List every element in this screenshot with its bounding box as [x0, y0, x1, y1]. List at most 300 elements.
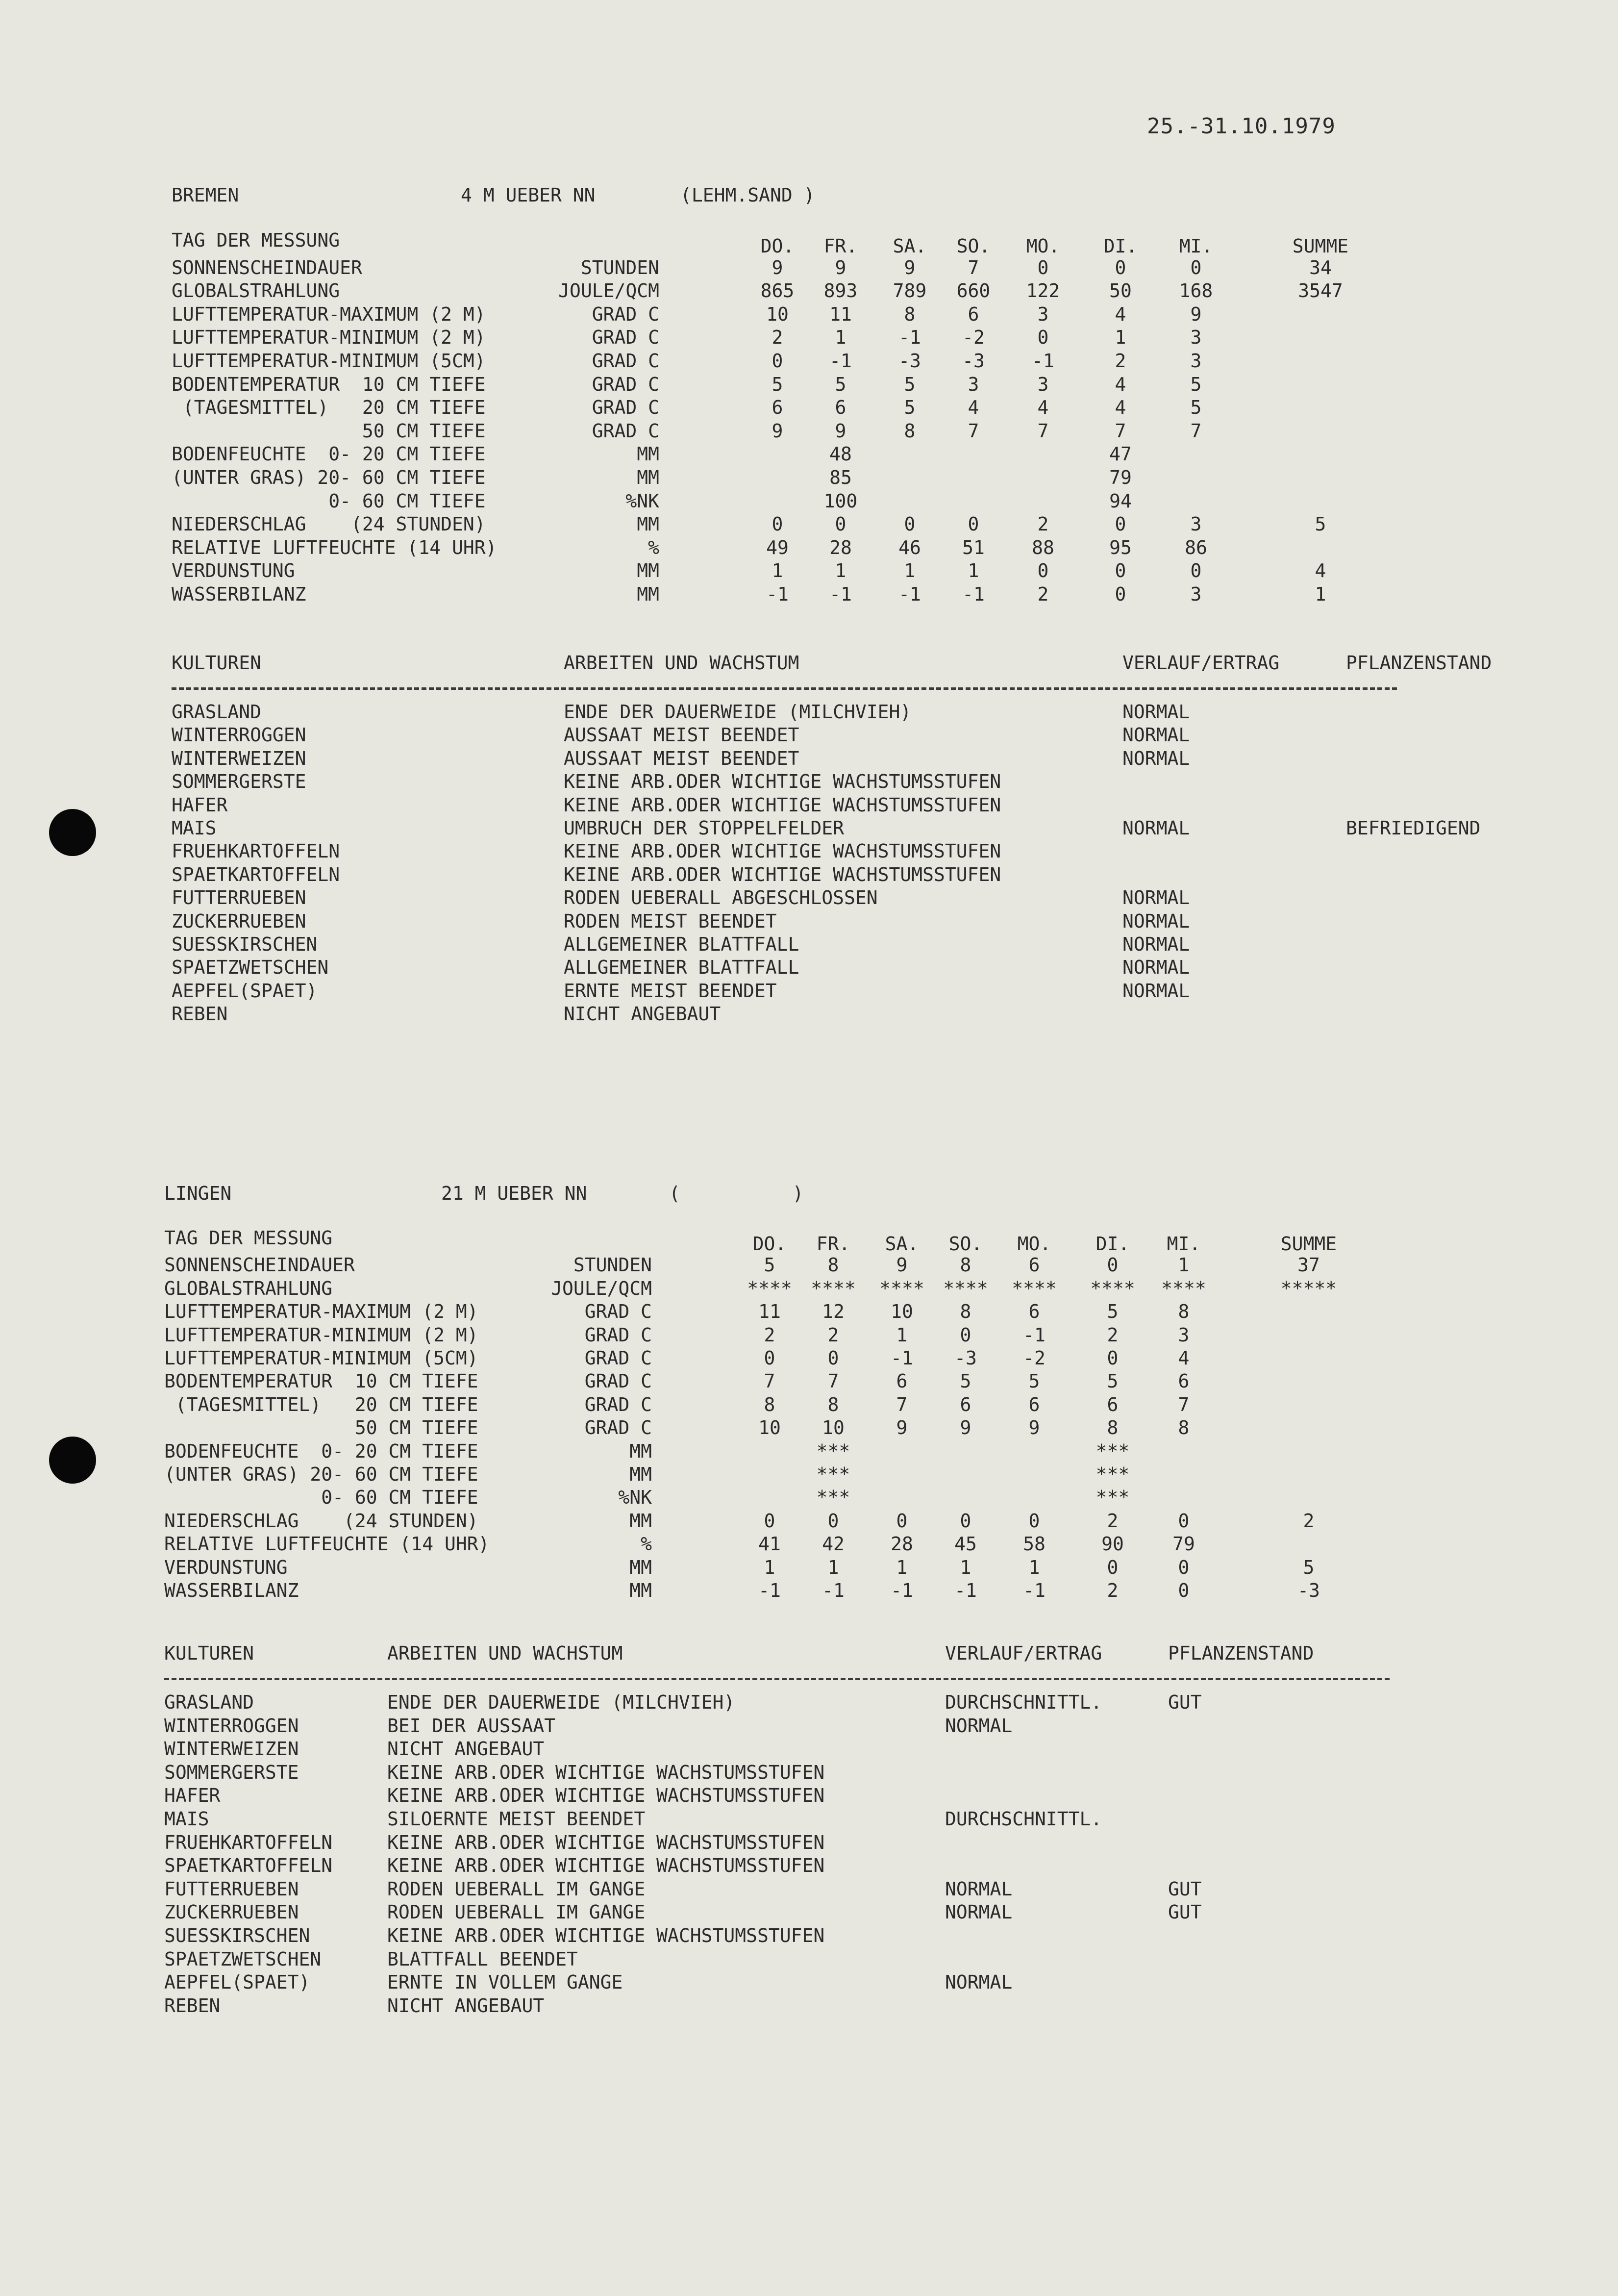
row-value: 9 — [1190, 303, 1202, 325]
header-day: SA. — [893, 235, 927, 257]
crop-name: MAIS — [164, 1808, 209, 1830]
row-value: 0 — [827, 1510, 839, 1532]
station-soil: ( ) — [669, 1183, 804, 1204]
row-value: 0 — [764, 1510, 775, 1532]
row-value: 6 — [1178, 1370, 1190, 1392]
crop-work: KEINE ARB.ODER WICHTIGE WACHSTUMSSTUFEN — [387, 1925, 825, 1946]
row-value: 5 — [1028, 1370, 1040, 1392]
row-label: RELATIVE LUFTFEUCHTE (14 UHR) — [172, 536, 497, 558]
crop-course: NORMAL — [1122, 934, 1190, 955]
row-value: 7 — [1190, 420, 1202, 442]
row-value: 4 — [1178, 1347, 1190, 1369]
row-sum: 1 — [1315, 583, 1326, 605]
row-label: LUFTTEMPERATUR-MINIMUM (2 M) — [172, 327, 486, 349]
row-value: 0 — [1115, 583, 1126, 605]
row-value: *** — [1095, 1440, 1130, 1462]
row-value: 0 — [1178, 1510, 1190, 1532]
row-value: **** — [943, 1277, 988, 1299]
row-value: -1 — [829, 350, 852, 372]
row-value: 28 — [891, 1533, 913, 1555]
row-value: 9 — [835, 420, 846, 442]
row-label: NIEDERSCHLAG (24 STUNDEN) — [172, 513, 486, 535]
row-sum: 4 — [1315, 560, 1326, 582]
row-unit: %NK — [625, 490, 659, 512]
crop-work: BLATTFALL BEENDET — [387, 1948, 578, 1970]
row-value: 4 — [1115, 397, 1126, 419]
row-value: 0 — [896, 1510, 908, 1532]
row-value: 8 — [827, 1393, 839, 1415]
row-value: 6 — [960, 1393, 971, 1415]
crop-work: NICHT ANGEBAUT — [387, 1738, 545, 1760]
crop-work: ENDE DER DAUERWEIDE (MILCHVIEH) — [564, 701, 912, 723]
row-value: 5 — [764, 1254, 775, 1276]
row-value: 46 — [898, 536, 921, 558]
row-unit: GRAD C — [584, 1370, 652, 1392]
row-value: 8 — [904, 420, 916, 442]
crops-header-kulturen: KULTUREN — [164, 1642, 254, 1664]
row-unit: MM — [637, 560, 659, 582]
row-value: 6 — [1028, 1301, 1040, 1323]
row-value: **** — [879, 1277, 924, 1299]
row-value: 88 — [1032, 536, 1054, 558]
row-value: *** — [1095, 1463, 1130, 1485]
row-value: -1 — [766, 583, 789, 605]
crops-header-arbeiten: ARBEITEN UND WACHSTUM — [387, 1642, 623, 1664]
crop-work: ALLGEMEINER BLATTFALL — [564, 957, 799, 979]
row-value: **** — [747, 1277, 792, 1299]
row-value: 1 — [968, 560, 979, 582]
row-value: 3 — [1037, 373, 1049, 395]
crop-work: KEINE ARB.ODER WICHTIGE WACHSTUMSSTUFEN — [564, 863, 1001, 885]
row-value: 3 — [1190, 583, 1202, 605]
header-label: TAG DER MESSUNG — [172, 229, 340, 251]
row-value: 5 — [1107, 1370, 1119, 1392]
row-value: 8 — [1107, 1417, 1119, 1439]
crop-name: MAIS — [172, 817, 217, 839]
row-value: 1 — [896, 1324, 908, 1346]
header-sum: SUMME — [1292, 235, 1349, 257]
row-unit: GRAD C — [592, 327, 659, 349]
row-value: -1 — [962, 583, 985, 605]
row-value: 6 — [1028, 1254, 1040, 1276]
row-value: *** — [816, 1440, 850, 1462]
row-value: 8 — [904, 303, 916, 325]
crop-work: NICHT ANGEBAUT — [387, 1994, 545, 2017]
row-label: (UNTER GRAS) 20- 60 CM TIEFE — [172, 467, 486, 488]
crops-header-kulturen: KULTUREN — [172, 652, 262, 674]
row-label: VERDUNSTUNG — [172, 560, 295, 582]
crop-work: ALLGEMEINER BLATTFALL — [564, 934, 799, 955]
row-value: 865 — [760, 280, 795, 302]
crop-name: FRUEHKARTOFFELN — [172, 840, 340, 862]
crop-name: HAFER — [164, 1785, 221, 1807]
row-value: **** — [1012, 1277, 1057, 1299]
row-value: -1 — [891, 1580, 913, 1601]
row-unit: GRAD C — [592, 303, 659, 325]
row-value: 2 — [1107, 1580, 1119, 1601]
row-label: GLOBALSTRAHLUNG — [164, 1277, 333, 1299]
row-value: 7 — [968, 256, 979, 278]
station-height: 4 M UEBER NN — [461, 184, 596, 206]
row-value: 90 — [1101, 1533, 1124, 1555]
row-value: -2 — [962, 327, 985, 349]
header-day: DI. — [1103, 235, 1138, 257]
crop-work: ERNTE MEIST BEENDET — [564, 980, 777, 1002]
crop-name: SPAETKARTOFFELN — [172, 863, 340, 885]
row-sum: -3 — [1297, 1580, 1320, 1601]
row-value: 0 — [1115, 256, 1126, 278]
crop-work: KEINE ARB.ODER WICHTIGE WACHSTUMSSTUFEN — [387, 1855, 825, 1877]
row-value: 1 — [904, 560, 916, 582]
row-value: 8 — [827, 1254, 839, 1276]
row-sum: 37 — [1297, 1254, 1320, 1276]
row-value: 94 — [1109, 490, 1132, 512]
row-value: 7 — [1178, 1393, 1190, 1415]
row-unit: GRAD C — [584, 1417, 652, 1439]
row-value: 0 — [1190, 560, 1202, 582]
row-value: 6 — [1107, 1393, 1119, 1415]
row-label: LUFTTEMPERATUR-MINIMUM (5CM) — [172, 350, 486, 372]
row-label: SONNENSCHEINDAUER — [164, 1254, 355, 1276]
crop-name: SOMMERGERSTE — [164, 1761, 299, 1783]
row-value: 5 — [772, 373, 783, 395]
row-value: 28 — [829, 536, 852, 558]
row-label: BODENFEUCHTE 0- 20 CM TIEFE — [164, 1440, 478, 1462]
row-label: VERDUNSTUNG — [164, 1556, 288, 1578]
row-value: 4 — [1037, 397, 1049, 419]
header-day: SA. — [885, 1233, 919, 1255]
row-value: 9 — [772, 420, 783, 442]
row-unit: GRAD C — [584, 1347, 652, 1369]
header-day: MI. — [1167, 1233, 1201, 1255]
crop-name: SPAETZWETSCHEN — [164, 1948, 322, 1970]
row-value: 0 — [1107, 1254, 1119, 1276]
row-unit: GRAD C — [584, 1324, 652, 1346]
row-value: 9 — [1028, 1417, 1040, 1439]
row-value: 0 — [764, 1347, 775, 1369]
row-value: -1 — [1023, 1580, 1045, 1601]
crop-name: REBEN — [172, 1003, 228, 1025]
row-value: 4 — [1115, 373, 1126, 395]
header-day: MO. — [1026, 235, 1060, 257]
crop-name: AEPFEL(SPAET) — [172, 980, 318, 1002]
row-value: 3 — [1037, 303, 1049, 325]
crops-header-arbeiten: ARBEITEN UND WACHSTUM — [564, 652, 799, 674]
row-value: 9 — [960, 1417, 971, 1439]
row-value: 2 — [1037, 513, 1049, 535]
row-label: LUFTTEMPERATUR-MINIMUM (2 M) — [164, 1324, 478, 1346]
crop-work: KEINE ARB.ODER WICHTIGE WACHSTUMSSTUFEN — [387, 1761, 825, 1783]
row-value: 10 — [758, 1417, 781, 1439]
row-unit: MM — [629, 1556, 652, 1578]
row-label: 50 CM TIEFE — [164, 1417, 478, 1439]
row-value: 85 — [829, 467, 852, 488]
row-value: 58 — [1023, 1533, 1045, 1555]
row-unit: MM — [637, 467, 659, 488]
crop-work: RODEN UEBERALL ABGESCHLOSSEN — [564, 887, 878, 909]
row-value: 8 — [960, 1301, 971, 1323]
row-value: 8 — [960, 1254, 971, 1276]
row-unit: MM — [637, 583, 659, 605]
row-value: -2 — [1023, 1347, 1045, 1369]
crop-course: NORMAL — [1122, 817, 1190, 839]
row-value: 0 — [1037, 256, 1049, 278]
crop-name: SPAETKARTOFFELN — [164, 1855, 333, 1877]
row-sum: 34 — [1309, 256, 1332, 278]
crop-name: SUESSKIRSCHEN — [164, 1925, 310, 1946]
header-day: MI. — [1179, 235, 1213, 257]
crop-name: ZUCKERRUEBEN — [164, 1901, 299, 1923]
row-value: 0 — [968, 513, 979, 535]
row-unit: GRAD C — [592, 350, 659, 372]
row-value: 0 — [772, 513, 783, 535]
row-value: 41 — [758, 1533, 781, 1555]
header-day: DO. — [760, 235, 795, 257]
row-value: 0 — [960, 1510, 971, 1532]
row-value: 5 — [1190, 373, 1202, 395]
row-value: 2 — [1115, 350, 1126, 372]
row-sum: ***** — [1280, 1277, 1337, 1299]
row-label: LUFTTEMPERATUR-MAXIMUM (2 M) — [164, 1301, 478, 1323]
header-day: FR. — [823, 235, 858, 257]
crop-work: KEINE ARB.ODER WICHTIGE WACHSTUMSSTUFEN — [564, 771, 1001, 793]
row-value: 45 — [954, 1533, 977, 1555]
crop-name: WINTERWEIZEN — [164, 1738, 299, 1760]
crop-course: NORMAL — [1122, 701, 1190, 723]
row-value: 5 — [960, 1370, 971, 1392]
row-label: BODENTEMPERATUR 10 CM TIEFE — [164, 1370, 478, 1392]
station-name: BREMEN — [172, 184, 239, 206]
row-value: 2 — [764, 1324, 775, 1346]
crop-name: FRUEHKARTOFFELN — [164, 1831, 333, 1853]
crop-work: AUSSAAT MEIST BEENDET — [564, 747, 799, 769]
row-value: 11 — [758, 1301, 781, 1323]
crop-work: NICHT ANGEBAUT — [564, 1003, 721, 1025]
row-value: 3 — [1190, 327, 1202, 349]
row-value: 3 — [1190, 350, 1202, 372]
row-value: 168 — [1179, 280, 1213, 302]
crop-course: NORMAL — [945, 1715, 1013, 1737]
crops-header-pflanzenstand: PFLANZENSTAND — [1346, 652, 1492, 674]
row-value: 7 — [1037, 420, 1049, 442]
crop-work: KEINE ARB.ODER WICHTIGE WACHSTUMSSTUFEN — [564, 794, 1001, 816]
row-value: 1 — [1115, 327, 1126, 349]
row-value: 12 — [822, 1301, 845, 1323]
row-label: GLOBALSTRAHLUNG — [172, 280, 340, 302]
crop-course: NORMAL — [1122, 887, 1190, 909]
row-value: 4 — [968, 397, 979, 419]
row-label: (TAGESMITTEL) 20 CM TIEFE — [164, 1393, 478, 1415]
row-value: 1 — [827, 1556, 839, 1578]
row-value: 3 — [1178, 1324, 1190, 1346]
row-value: -3 — [898, 350, 921, 372]
row-unit: STUNDEN — [573, 1254, 652, 1276]
row-value: 6 — [968, 303, 979, 325]
crop-name: WINTERROGGEN — [164, 1715, 299, 1737]
crop-work: KEINE ARB.ODER WICHTIGE WACHSTUMSSTUFEN — [387, 1785, 825, 1807]
row-value: 6 — [772, 397, 783, 419]
crop-work: BEI DER AUSSAAT — [387, 1715, 556, 1737]
row-value: 660 — [956, 280, 991, 302]
crop-name: WINTERWEIZEN — [172, 747, 306, 769]
crop-name: GRASLAND — [164, 1691, 254, 1713]
row-sum: 5 — [1303, 1556, 1315, 1578]
punch-hole-top — [49, 809, 96, 856]
crop-work: ERNTE IN VOLLEM GANGE — [387, 1971, 623, 1993]
crop-course: NORMAL — [945, 1901, 1013, 1923]
row-label: WASSERBILANZ — [172, 583, 306, 605]
row-value: 0 — [1037, 327, 1049, 349]
row-value: 1 — [896, 1556, 908, 1578]
row-unit: MM — [629, 1580, 652, 1601]
row-unit: MM — [629, 1463, 652, 1485]
crop-name: ZUCKERRUEBEN — [172, 910, 306, 932]
crops-header-pflanzenstand: PFLANZENSTAND — [1168, 1642, 1314, 1664]
row-unit: % — [648, 536, 659, 558]
row-unit: GRAD C — [584, 1393, 652, 1415]
station-soil: (LEHM.SAND ) — [680, 184, 815, 206]
row-value: **** — [811, 1277, 856, 1299]
crop-state: GUT — [1168, 1878, 1202, 1900]
header-day: MO. — [1017, 1233, 1051, 1255]
crop-work: RODEN UEBERALL IM GANGE — [387, 1901, 646, 1923]
header-label: TAG DER MESSUNG — [164, 1227, 333, 1249]
row-label: 0- 60 CM TIEFE — [164, 1487, 478, 1509]
row-value: 42 — [822, 1533, 845, 1555]
row-value: 1 — [960, 1556, 971, 1578]
row-value: 0 — [1107, 1347, 1119, 1369]
crop-work: KEINE ARB.ODER WICHTIGE WACHSTUMSSTUFEN — [564, 840, 1001, 862]
header-day: SO. — [956, 235, 991, 257]
row-value: 86 — [1185, 536, 1207, 558]
crop-course: NORMAL — [1122, 910, 1190, 932]
row-value: *** — [816, 1463, 850, 1485]
row-value: 122 — [1026, 280, 1060, 302]
crop-name: REBEN — [164, 1994, 221, 2017]
header-day: DI. — [1095, 1233, 1130, 1255]
row-sum: 5 — [1315, 513, 1326, 535]
row-value: 10 — [891, 1301, 913, 1323]
header-sum: SUMME — [1280, 1233, 1337, 1255]
crop-state: GUT — [1168, 1901, 1202, 1923]
header-day: FR. — [816, 1233, 850, 1255]
crop-name: SOMMERGERSTE — [172, 771, 306, 793]
row-value: 0 — [827, 1347, 839, 1369]
row-value: 7 — [764, 1370, 775, 1392]
row-value: -3 — [954, 1347, 977, 1369]
dashed-separator — [164, 1678, 1390, 1680]
crops-header-verlauf: VERLAUF/ERTRAG — [945, 1642, 1102, 1664]
row-value: 8 — [1178, 1301, 1190, 1323]
row-unit: GRAD C — [592, 420, 659, 442]
row-label: (TAGESMITTEL) 20 CM TIEFE — [172, 397, 486, 419]
row-value: 5 — [1190, 397, 1202, 419]
row-label: SONNENSCHEINDAUER — [172, 256, 362, 278]
row-value: 5 — [904, 397, 916, 419]
row-value: 2 — [772, 327, 783, 349]
crop-name: WINTERROGGEN — [172, 724, 306, 746]
row-unit: MM — [637, 513, 659, 535]
row-unit: STUNDEN — [580, 256, 659, 278]
row-value: 6 — [835, 397, 846, 419]
row-value: -1 — [758, 1580, 781, 1601]
row-label: BODENFEUCHTE 0- 20 CM TIEFE — [172, 443, 486, 465]
header-day: SO. — [948, 1233, 983, 1255]
row-value: -1 — [1023, 1324, 1045, 1346]
crop-name: FUTTERRUEBEN — [164, 1878, 299, 1900]
row-value: 0 — [1178, 1580, 1190, 1601]
row-value: 0 — [1190, 256, 1202, 278]
crop-course: NORMAL — [1122, 980, 1190, 1002]
row-value: 5 — [835, 373, 846, 395]
crop-course: NORMAL — [1122, 747, 1190, 769]
crop-work: RODEN MEIST BEENDET — [564, 910, 777, 932]
row-value: 1 — [835, 327, 846, 349]
crop-name: SUESSKIRSCHEN — [172, 934, 318, 955]
row-value: 51 — [962, 536, 985, 558]
row-label: (UNTER GRAS) 20- 60 CM TIEFE — [164, 1463, 478, 1485]
row-value: 9 — [904, 256, 916, 278]
row-value: 2 — [1107, 1324, 1119, 1346]
header-day: DO. — [752, 1233, 787, 1255]
row-label: WASSERBILANZ — [164, 1580, 299, 1601]
row-value: 0 — [1037, 560, 1049, 582]
row-value: 3 — [968, 373, 979, 395]
row-value: 10 — [822, 1417, 845, 1439]
row-unit: JOULE/QCM — [558, 280, 659, 302]
row-value: -1 — [891, 1347, 913, 1369]
row-value: 5 — [904, 373, 916, 395]
row-unit: GRAD C — [592, 373, 659, 395]
row-value: 7 — [968, 420, 979, 442]
crop-state: BEFRIEDIGEND — [1346, 817, 1481, 839]
crop-course: DURCHSCHNITTL. — [945, 1808, 1102, 1830]
row-value: 100 — [823, 490, 858, 512]
row-label: LUFTTEMPERATUR-MINIMUM (5CM) — [164, 1347, 478, 1369]
row-value: 11 — [829, 303, 852, 325]
row-unit: MM — [629, 1440, 652, 1462]
row-label: NIEDERSCHLAG (24 STUNDEN) — [164, 1510, 478, 1532]
row-sum: 2 — [1303, 1510, 1315, 1532]
crop-work: AUSSAAT MEIST BEENDET — [564, 724, 799, 746]
crop-work: ENDE DER DAUERWEIDE (MILCHVIEH) — [387, 1691, 735, 1713]
row-value: 9 — [772, 256, 783, 278]
row-unit: %NK — [618, 1487, 652, 1509]
row-value: **** — [1090, 1277, 1135, 1299]
row-label: 0- 60 CM TIEFE — [172, 490, 486, 512]
row-value: -3 — [962, 350, 985, 372]
crop-name: HAFER — [172, 794, 228, 816]
row-unit: JOULE/QCM — [551, 1277, 652, 1299]
row-value: 893 — [823, 280, 858, 302]
crops-header-verlauf: VERLAUF/ERTRAG — [1122, 652, 1280, 674]
row-label: BODENTEMPERATUR 10 CM TIEFE — [172, 373, 486, 395]
row-value: 9 — [896, 1417, 908, 1439]
crop-name: GRASLAND — [172, 701, 262, 723]
row-value: *** — [816, 1487, 850, 1509]
row-value: 2 — [1037, 583, 1049, 605]
row-value: -1 — [1032, 350, 1054, 372]
row-value: -1 — [829, 583, 852, 605]
row-unit: MM — [637, 443, 659, 465]
row-value: 0 — [904, 513, 916, 535]
crop-course: NORMAL — [1122, 957, 1190, 979]
row-value: 9 — [896, 1254, 908, 1276]
row-value: 6 — [1028, 1393, 1040, 1415]
row-value: 7 — [1115, 420, 1126, 442]
row-label: RELATIVE LUFTFEUCHTE (14 UHR) — [164, 1533, 490, 1555]
row-value: 2 — [827, 1324, 839, 1346]
